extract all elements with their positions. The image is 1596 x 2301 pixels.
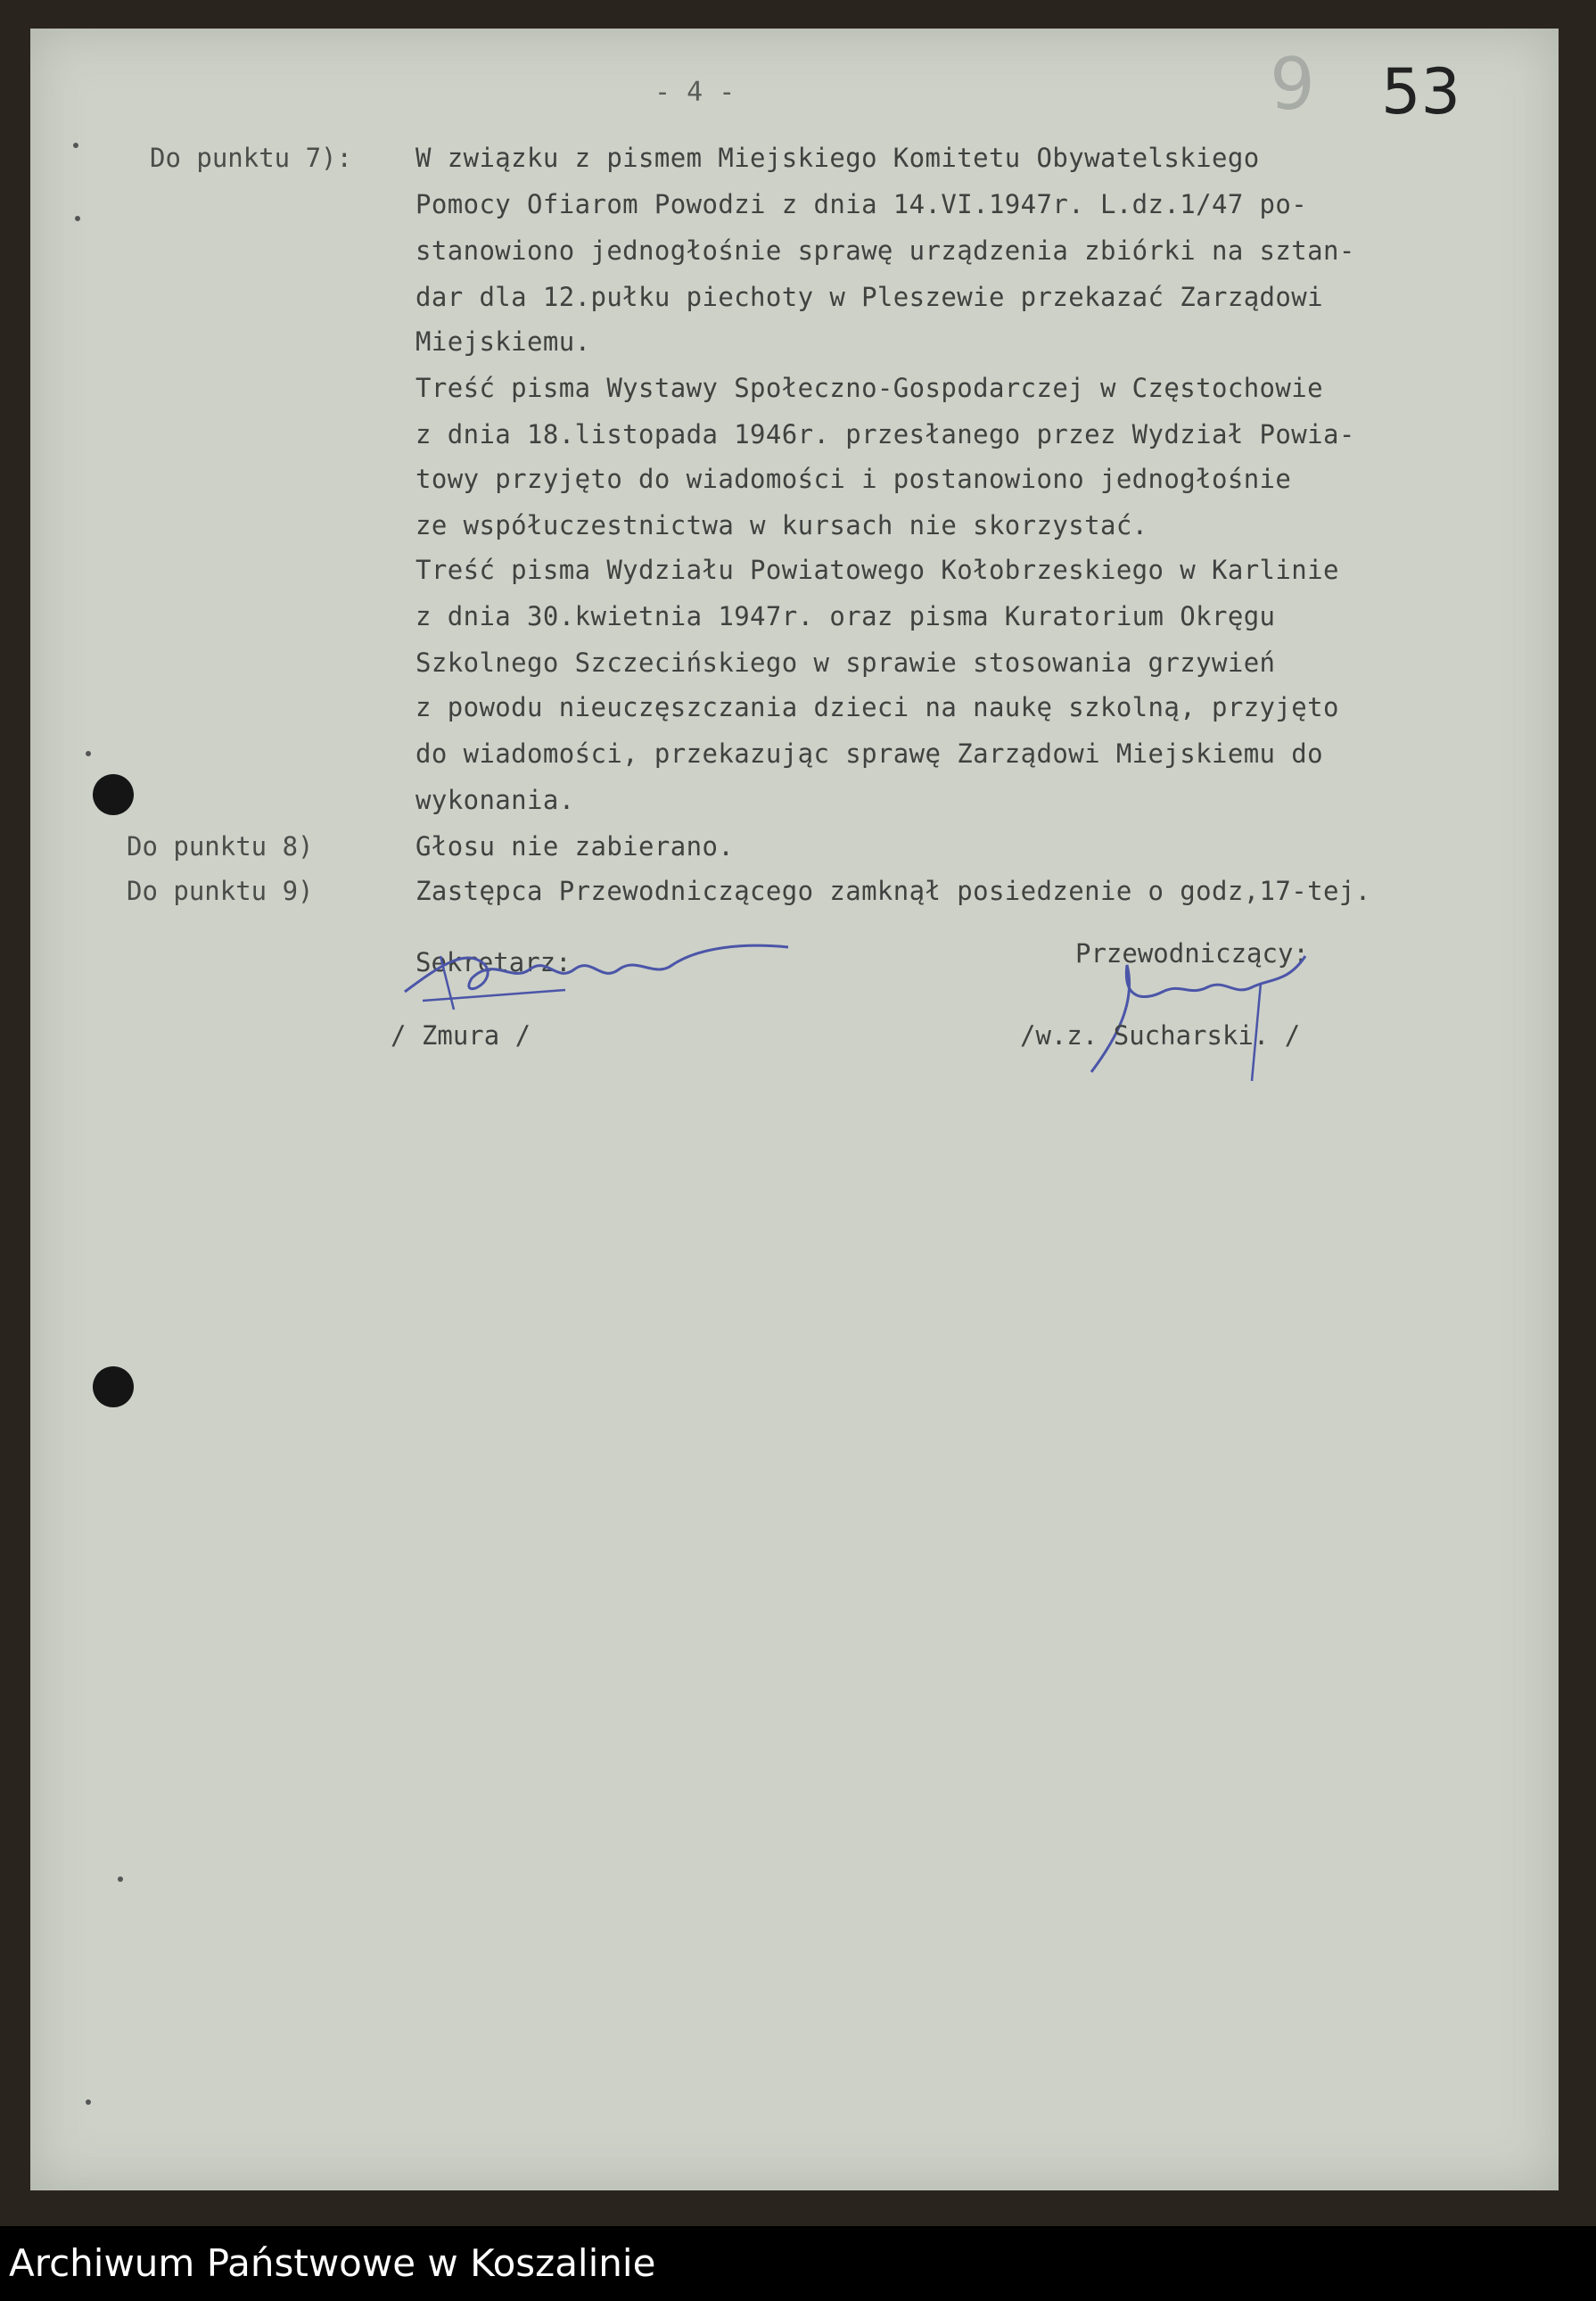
margin-mark-icon	[118, 1876, 123, 1882]
folio-number-faint: 9	[1270, 43, 1315, 126]
section-label: Do punktu 7):	[150, 143, 352, 173]
text-line: stanowiono jednogłośnie sprawę urządzenia zbiórki na sztan-	[415, 235, 1355, 266]
document-page	[30, 29, 1559, 2190]
margin-mark-icon	[73, 143, 78, 148]
secretary-signature	[387, 929, 797, 1019]
text-line: do wiadomości, przekazując sprawę Zarządowi Miejskiemu do	[415, 738, 1323, 769]
text-line: Miejskiemu.	[415, 326, 591, 357]
text-line: W związku z pismem Miejskiego Komitetu Obywatelskiego	[415, 143, 1260, 173]
margin-mark-icon	[86, 2099, 91, 2105]
page-number: - 4 -	[654, 77, 736, 108]
text-line: ze współuczestnictwa w kursach nie skorzystać.	[415, 510, 1148, 540]
text-line: wykonania.	[415, 785, 575, 815]
folio-number: 53	[1381, 55, 1461, 128]
text-line: Zastępca Przewodniczącego zamknął posiedzenie o godz,17-tej.	[415, 876, 1371, 906]
chairman-label: Przewodniczący:	[1075, 938, 1309, 969]
text-line: Głosu nie zabierano.	[415, 831, 735, 862]
secretary-label: Sekretarz:	[415, 947, 572, 977]
archive-footer: Archiwum Państwowe w Koszalinie	[0, 2226, 1596, 2301]
text-line: z dnia 30.kwietnia 1947r. oraz pisma Kuratorium Okręgu	[415, 601, 1276, 631]
text-line: z dnia 18.listopada 1946r. przesłanego przez Wydział Powia-	[415, 419, 1355, 449]
text-line: Pomocy Ofiarom Powodzi z dnia 14.VI.1947r. L.dz.1/47 po-	[415, 189, 1308, 219]
margin-mark-icon	[86, 751, 91, 756]
margin-mark-icon	[75, 216, 80, 221]
chairman-name: /w.z. Sucharski. /	[1020, 1020, 1301, 1051]
section-label: Do punktu 8)	[127, 831, 314, 862]
punch-hole-icon	[93, 774, 134, 815]
section-label: Do punktu 9)	[127, 876, 314, 906]
secretary-name: / Zmura /	[391, 1020, 531, 1051]
text-line: dar dla 12.pułku piechoty w Pleszewie przekazać Zarządowi	[415, 282, 1323, 312]
text-line: Szkolnego Szczecińskiego w sprawie stosowania grzywień	[415, 647, 1276, 678]
text-line: towy przyjęto do wiadomości i postanowiono jednogłośnie	[415, 464, 1292, 494]
punch-hole-icon	[93, 1366, 134, 1407]
text-line: Treść pisma Wystawy Społeczno-Gospodarczej w Częstochowie	[415, 373, 1323, 403]
chairman-signature	[1038, 947, 1332, 1081]
text-line: z powodu nieuczęszczania dzieci na naukę szkolną, przyjęto	[415, 692, 1339, 722]
text-line: Treść pisma Wydziału Powiatowego Kołobrzeskiego w Karlinie	[415, 555, 1339, 585]
